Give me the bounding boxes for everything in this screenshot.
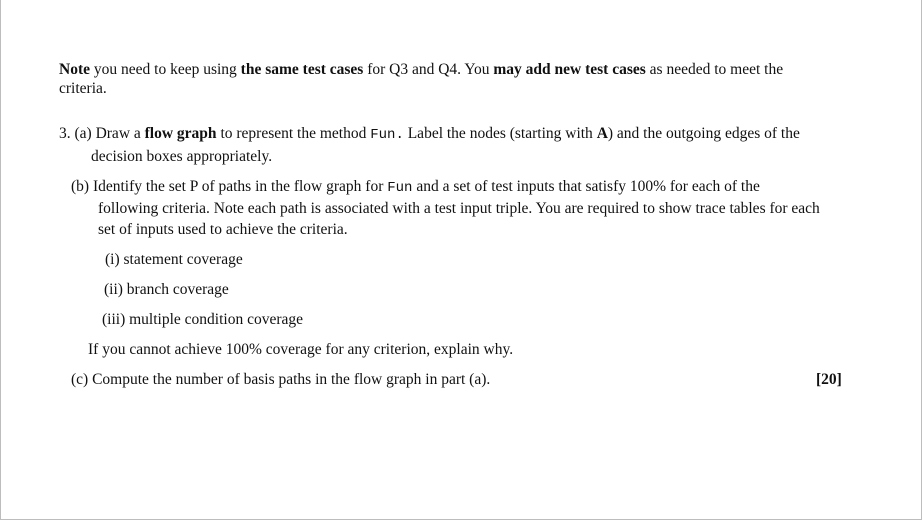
note-emphasis-add-new-test-cases: may add new test cases — [493, 61, 646, 78]
q3b-item-multiple-condition-coverage: (iii) multiple condition coverage — [102, 311, 304, 328]
note-text: as needed to meet the — [645, 61, 784, 78]
q3a-text: 3. (a) Draw a — [59, 125, 145, 142]
q3b-item-statement-coverage: (i) statement coverage — [105, 251, 243, 268]
q3a-text: ) and the outgoing edges of the — [607, 125, 800, 142]
q3b-line-1 — [71, 177, 760, 198]
q3b-footer: If you cannot achieve 100% coverage for any criterion, explain why. — [88, 341, 514, 358]
q3a-emphasis-node-a: A — [596, 125, 608, 142]
q3a-line-2: decision boxes appropriately. — [91, 148, 273, 165]
q3c-text: (c) Compute the number of basis paths in the flow graph in part (a). — [71, 371, 491, 388]
q3b-text: and a set of test inputs that satisfy 100% for each of the — [412, 178, 760, 195]
q3b-text: (b) Identify the set P of paths in the flow graph for — [71, 178, 388, 195]
q3a-method-name: Fun. — [370, 127, 404, 143]
note-label: Note — [59, 61, 90, 78]
q3b-line-3: set of inputs used to achieve the criteria. — [98, 221, 348, 238]
q3b-line-2: following criteria. Note each path is associated with a test input triple. You are required to show trace tables for each — [98, 200, 820, 217]
q3b-item-branch-coverage: (ii) branch coverage — [104, 281, 229, 298]
q3a-emphasis-flow-graph: flow graph — [144, 125, 217, 142]
note-line-2: criteria. — [59, 80, 107, 97]
q3-marks — [816, 370, 842, 390]
q3b-method-name: Fun — [387, 180, 413, 196]
q3a-line-1 — [59, 124, 800, 145]
marks-value: [20] — [816, 371, 842, 388]
note-line-1 — [59, 60, 783, 80]
q3a-text: Label the nodes (starting with — [403, 125, 597, 142]
note-text: for Q3 and Q4. You — [363, 61, 494, 78]
note-emphasis-same-test-cases: the same test cases — [240, 61, 364, 78]
note-text: you need to keep using — [90, 61, 241, 78]
q3a-text: to represent the method — [216, 125, 371, 142]
